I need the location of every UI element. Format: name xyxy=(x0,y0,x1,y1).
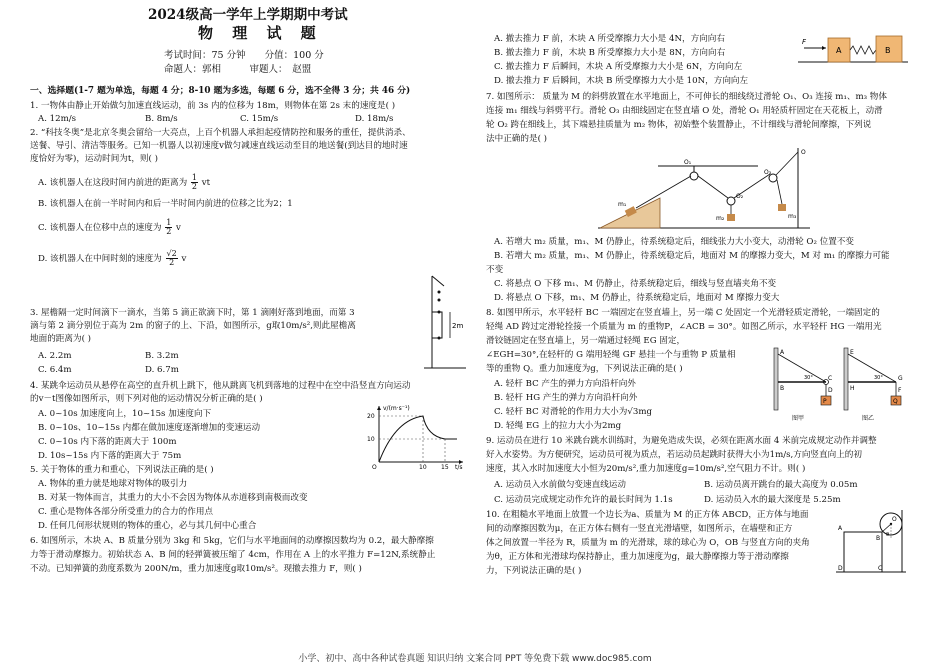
q1-option-b[interactable]: B. 8m/s xyxy=(145,114,178,124)
q7-pulley-figure xyxy=(598,146,810,232)
q2-option-d[interactable]: D. 该机器人在中间时刻的速度为 $\frac{√2}{2}$ v xyxy=(38,249,187,267)
q7-pulley-o2-label: O₂ xyxy=(736,193,744,200)
q6-line-2: 力等于滑动摩擦力。初始状态 A、B 间的轻弹簧被压缩了 4cm，作用在 A 上的水平推力 F=12N,系统静止 xyxy=(30,550,436,560)
q7-line-2: 连接 m₁ 细线与斜劈平行。滑轮 O₃ 由细线固定在竖直墙 O 处，滑轮 O₁ 用轻质杆固定在天花板上，动滑 xyxy=(486,106,883,116)
q8-line-2: 轻绳 AD 跨过定滑轮拴接一个质量为 m 的重物P，∠ACB = 30°。如图乙所示，水平轻杆 HG 一端用光 xyxy=(486,322,882,332)
q4-y-tick-20: 20 xyxy=(367,413,375,420)
q1-option-c[interactable]: C. 15m/s xyxy=(240,114,279,124)
q4-vt-graph xyxy=(365,402,467,470)
q8-label-q: Q xyxy=(893,398,898,405)
q8-option-c[interactable]: C. 轻杆 BC 对滑轮的作用力大小为√3mg xyxy=(494,407,652,417)
q10-line-2: 间的动摩擦因数为μ，在正方体右侧有一竖直光滑墙壁，如图所示，在墙壁和正方 xyxy=(486,524,793,534)
q7-anchor-o-label: O xyxy=(801,149,806,156)
q8-label-b: B xyxy=(780,385,785,392)
q4-option-d[interactable]: D. 10s~15s 内下落的距离大于 75m xyxy=(38,451,182,461)
exam-author-line: 命题人：郭相 审题人： 赵盟 xyxy=(164,64,312,75)
q6-blocks-spring-figure xyxy=(798,32,908,64)
q10-line-4: 为θ，正方体和光滑球均保持静止，重力加速度为g，最大静摩擦力等于滑动摩擦 xyxy=(486,552,789,562)
q3-line-1: 3. 屋檐隔一定时间滴下一滴水，当第 5 滴正欲滴下时，第 1 滴刚好落到地面，而第 3 xyxy=(30,308,355,318)
q8-option-a[interactable]: A. 轻杆 BC 产生的弹力方向沿杆向外 xyxy=(494,379,636,389)
q3-option-c[interactable]: C. 6.4m xyxy=(38,365,72,375)
q3-line-2: 滴与第 2 滴分别位于高为 2m 的窗子的上、下沿，如图所示，g取10m/s²,则此屋檐离 xyxy=(30,321,356,331)
q8-line-1: 8. 如图甲所示，水平轻杆 BC 一端固定在竖直墙上，另一端 C 处固定一个光滑轻质定滑轮，一端固定的 xyxy=(486,308,880,318)
q4-y-axis-label: v/(m·s⁻¹) xyxy=(383,405,410,412)
q9-line-1: 9. 运动员在进行 10 米跳台跳水训练时，为避免造成失误，必须在距离水面 4 米前完成规定动作并调整 xyxy=(486,436,877,446)
q6-option-c[interactable]: C. 撤去推力 F 后瞬间，木块 A 所受摩擦力大小是 6N，方向向左 xyxy=(494,62,743,72)
q2-option-a[interactable]: A. 该机器人在这段时间内前进的距离为 $\frac{1}{2}$ vt xyxy=(38,173,211,191)
q7-line-3: 轮 O₂ 跨在细线上，其下端悬挂质量为 m₂ 物体，初始整个装置静止，不计细线与滑轮间摩擦，下列说 xyxy=(486,120,872,130)
q6-option-a[interactable]: A. 撤去推力 F 前，木块 A 所受摩擦力大小是 4N，方向向右 xyxy=(494,34,725,44)
q6-block-a-label: A xyxy=(836,46,842,55)
q8-angle-acb: 30° xyxy=(804,375,813,381)
q2-line-2: 送餐、导引、清洁等服务。已知一机器人以初速度v做匀减速直线运动至目的地送餐(到达目的地时速 xyxy=(30,141,408,151)
q7-option-b[interactable]: B. 若增大 m₂ 质量，m₁、M 仍静止，待系统稳定后，地面对 M 的摩擦力变大，M 对 m₁ 的摩擦力可能 xyxy=(494,251,890,261)
q2-option-b[interactable]: B. 该机器人在前一半时间内和后一半时间内前进的位移之比为2；1 xyxy=(38,199,293,209)
q8-line-4: ∠EGH=30°,在轻杆的 G 端用轻绳 GF 悬挂一个与重物 P 质量相 xyxy=(486,350,736,360)
q8-label-c: C xyxy=(828,375,833,382)
q10-label-b: B xyxy=(876,535,881,542)
section-heading: 一、选择题(1-7 题为单选，每题 4 分；8-10 题为多选，每题 6 分，选不全得 3 分；共 46 分) xyxy=(30,86,411,96)
q7-line-4: 法中正确的是( ) xyxy=(486,134,547,144)
q1-option-d[interactable]: D. 18m/s xyxy=(355,114,394,124)
q1-option-a[interactable]: A. 12m/s xyxy=(38,114,77,124)
q9-option-c[interactable]: C. 运动员完成规定动作允许的最长时间为 1.1s xyxy=(494,495,673,505)
q9-line-2: 好入水姿势。为方便研究，运动员可视为质点，若运动员起跳时获得大小为1m/s,方向竖直向上的初 xyxy=(486,450,862,460)
q8-label-h: H xyxy=(850,385,855,392)
q2-line-1: 2. “科技冬奥”是北京冬奥会留给一大亮点，上百个机器人承担起疫情防控和服务的重任，提供消杀、 xyxy=(30,128,411,138)
q5-option-d[interactable]: D. 任何几何形状规则的物体的重心，必与其几何中心重合 xyxy=(38,521,257,531)
q6-line-1: 6. 如图所示，木块 A、B 质量分别为 3kg 和 5kg，它们与水平地面间的动摩擦因数均为 0.2，最大静摩擦 xyxy=(30,536,434,546)
page-footer: 小学、初中、高中各种试卷真题 知识归纳 文案合同 PPT 等免费下载 www.doc985.com xyxy=(298,654,652,664)
q10-cube-ball-figure xyxy=(834,508,908,578)
q4-option-c[interactable]: C. 0~10s 内下落的距离大于 100m xyxy=(38,437,177,447)
q4-line-2: 的v－t图像如图所示，则下列对他的运动情况分析正确的是( ) xyxy=(30,394,263,404)
q4-option-b[interactable]: B. 0~10s、10~15s 内都在做加速度逐渐增加的变速运动 xyxy=(38,423,261,433)
q6-force-label: F xyxy=(802,38,807,46)
q5-option-c[interactable]: C. 重心是物体各部分所受重力的合力的作用点 xyxy=(38,507,214,517)
q8-option-b[interactable]: B. 轻杆 HG 产生的弹力方向沿杆向外 xyxy=(494,393,638,403)
q5-stem: 5. 关于物体的重力和重心，下列说法正确的是( ) xyxy=(30,465,214,475)
q7-pulley-o1-label: O₁ xyxy=(684,159,692,166)
q3-raindrop-figure xyxy=(420,272,470,372)
q3-option-b[interactable]: B. 3.2m xyxy=(145,351,179,361)
exam-title: 2024级高一学年上学期期中考试 xyxy=(148,7,348,23)
q3-line-3: 地面的距离为( ) xyxy=(30,334,91,344)
q7-option-c[interactable]: C. 将悬点 O 下移 m₁、M 仍静止，待系统稳定后，细线与竖直墙夹角不变 xyxy=(494,279,777,289)
q9-line-3: 速度，其入水时加速度大小恒为20m/s²,重力加速度g=10m/s²,空气阻力不计。则( ) xyxy=(486,464,806,474)
q4-x-axis-label: t/s xyxy=(455,464,463,470)
q8-label-a: A xyxy=(780,349,785,356)
q9-option-b[interactable]: B. 运动员离开跳台的最大高度为 0.05m xyxy=(704,480,858,490)
q8-label-d: D xyxy=(828,387,833,394)
q8-line-3: 滑铰链固定在竖直墙上，另一端通过轻绳 EG 固定， xyxy=(486,336,686,346)
q8-angle-egh: 30° xyxy=(874,375,883,381)
q6-option-d[interactable]: D. 撤去推力 F 后瞬间，木块 B 所受摩擦力大小是 10N，方向向左 xyxy=(494,76,749,86)
q4-x-tick-15: 15 xyxy=(441,464,449,470)
q8-label-f: F xyxy=(898,387,902,394)
q10-label-a: A xyxy=(838,525,843,532)
q10-label-d: D xyxy=(838,565,843,572)
q7-pulley-o3-label: O₃ xyxy=(764,169,772,176)
subject-title: 物 理 试 题 xyxy=(198,24,323,42)
fraction: $\frac{1}{2}$ xyxy=(191,173,197,191)
q10-label-o: O xyxy=(892,516,897,523)
q7-option-a[interactable]: A. 若增大 m₂ 质量，m₁、M 仍静止，待系统稳定后，细线张力大小变大，动滑轮 O₂ 位置不变 xyxy=(494,237,854,247)
q7-mass-m1-label: m₁ xyxy=(618,201,627,208)
q2-line-3: 度恰好为零)，运动时间为t，则( ) xyxy=(30,154,158,164)
q10-line-1: 10. 在粗糙水平地面上放置一个边长为a、质量为 M 的正方体 ABCD，正方体与地面 xyxy=(486,510,809,520)
q4-x-tick-10: 10 xyxy=(419,464,427,470)
q8-rod-figures xyxy=(770,344,910,424)
q7-line-1: 7. 如图所示： 质量为 M 的斜劈放置在水平地面上，不可伸长的细线绕过滑轮 O₁、O₃ 连接 m₁、m₃ 物体 xyxy=(486,92,887,102)
q8-line-5: 等的重物 Q。重力加速度为g，下列说法正确的是( ) xyxy=(486,364,683,374)
q6-block-b-label: B xyxy=(885,46,891,55)
q3-window-height-label: 2m xyxy=(452,322,464,330)
q7-mass-m2-label: m₂ xyxy=(716,215,725,222)
q3-option-d[interactable]: D. 6.7m xyxy=(145,365,179,375)
q3-option-a[interactable]: A. 2.2m xyxy=(38,351,72,361)
fraction: $\frac{√2}{2}$ xyxy=(166,249,177,267)
q7-mass-m3-label: m₃ xyxy=(788,213,797,220)
q7-option-d[interactable]: D. 将悬点 O 下移，m₁、M 仍静止，待系统稳定后，地面对 M 摩擦力变大 xyxy=(494,293,780,303)
q4-line-1: 4. 某跳伞运动员从悬停在高空的直升机上跳下，他从跳离飞机到落地的过程中在空中沿竖直方向运动 xyxy=(30,381,411,391)
q9-option-a[interactable]: A. 运动员入水前做匀变速直线运动 xyxy=(494,480,626,490)
q1-stem: 1. 一物体由静止开始做匀加速直线运动，前 3s 内的位移为 18m，则物体在第 2s 末的速度是( ) xyxy=(30,101,396,111)
q7-option-b-cont: 不变 xyxy=(486,265,504,275)
q10-line-5: 力，下列说法正确的是( ) xyxy=(486,566,582,576)
q8-label-e: E xyxy=(850,349,854,356)
q8-label-p: P xyxy=(823,398,827,405)
q4-y-tick-10: 10 xyxy=(367,436,375,443)
q8-caption-fig1: 图甲 xyxy=(792,415,805,422)
q10-label-c: C xyxy=(878,565,883,572)
q10-line-3: 体之间放置一半径为 R，质量为 m 的光滑球，球的球心为 O，OB 与竖直方向的夹角 xyxy=(486,538,810,548)
q5-option-a[interactable]: A. 物体的重力就是地球对物体的吸引力 xyxy=(38,479,188,489)
q2-option-c[interactable]: C. 该机器人在位移中点的速度为 $\frac{1}{2}$ v xyxy=(38,218,181,236)
fraction: $\frac{1}{2}$ xyxy=(166,218,172,236)
q9-option-d[interactable]: D. 运动员入水的最大深度是 5.25m xyxy=(704,495,841,505)
q8-label-g: G xyxy=(898,375,903,382)
q10-label-theta: θ xyxy=(886,532,890,538)
q4-origin-label: O xyxy=(372,464,377,470)
q5-option-b[interactable]: B. 对某一物体而言，其重力的大小不会因为物体从赤道移到南极而改变 xyxy=(38,493,308,503)
q8-caption-fig2: 图乙 xyxy=(862,415,875,422)
exam-time-line: 考试时间：75 分钟 分值：100 分 xyxy=(164,50,324,61)
q8-option-d[interactable]: D. 轻绳 EG 上的拉力大小为2mg xyxy=(494,421,622,431)
q4-option-a[interactable]: A. 0~10s 加速度向上，10~15s 加速度向下 xyxy=(38,409,212,419)
q6-line-3: 不动。已知弹簧的劲度系数为 200N/m，重力加速度g取10m/s²。现撤去推力 F，则( ) xyxy=(30,564,362,574)
q6-option-b[interactable]: B. 撤去推力 F 前，木块 B 所受摩擦力大小是 8N，方向向右 xyxy=(494,48,726,58)
